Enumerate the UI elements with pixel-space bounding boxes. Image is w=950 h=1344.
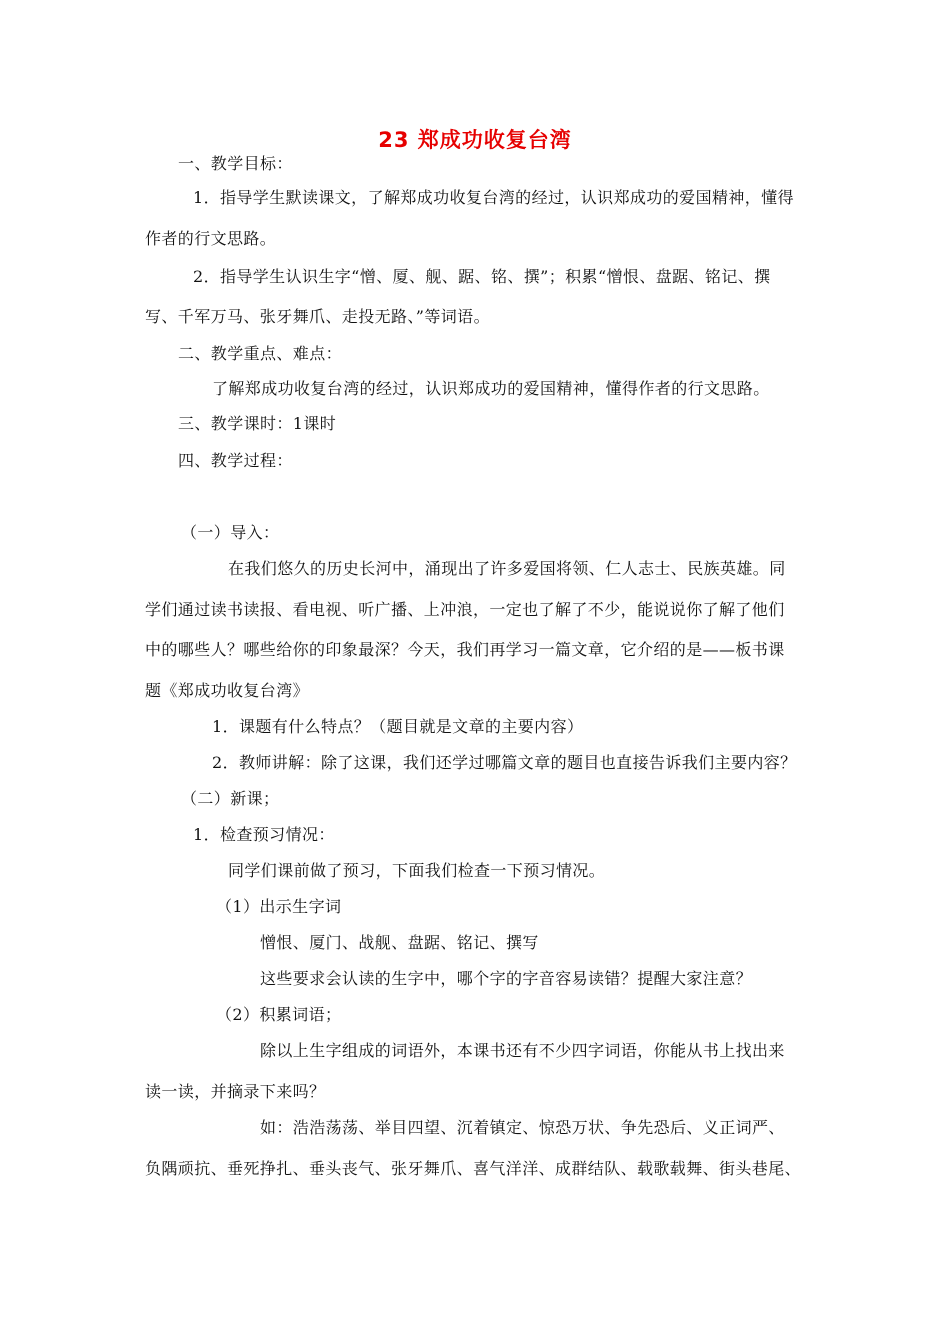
subsection-heading-intro: （一）导入： (181, 523, 280, 542)
paragraph-line: （1）出示生字词 (216, 897, 342, 916)
document-title: 23 郑成功收复台湾 (378, 128, 572, 152)
paragraph-line: （2）积累词语； (216, 1005, 342, 1024)
paragraph-line: 读一读，并摘录下来吗？ (145, 1082, 326, 1101)
paragraph-line: 中的哪些人？哪些给你的印象最深？今天，我们再学习一篇文章，它介绍的是——板书课 (145, 640, 785, 659)
paragraph-line: 1．指导学生默读课文，了解郑成功收复台湾的经过，认识郑成功的爱国精神，懂得 (193, 188, 794, 207)
paragraph-line: 学们通过读书读报、看电视、听广播、上冲浪，一定也了解了不少，能说说你了解了他们 (145, 600, 785, 619)
paragraph-line: 这些要求会认读的生字中，哪个字的字音容易读错？提醒大家注意？ (260, 969, 753, 988)
paragraph-line: 除以上生字组成的词语外，本课书还有不少四字词语，你能从书上找出来 (260, 1041, 785, 1060)
section-heading-hours: 三、教学课时：1课时 (178, 414, 337, 433)
paragraph-line: 同学们课前做了预习，下面我们检查一下预习情况。 (228, 861, 606, 880)
paragraph-line: 写、千军万马、张牙舞爪、走投无路、”等词语。 (145, 307, 490, 326)
paragraph-line: 负隅顽抗、垂死挣扎、垂头丧气、张牙舞爪、喜气洋洋、成群结队、载歌载舞、街头巷尾、 (145, 1159, 802, 1178)
paragraph-line: 憎恨、厦门、战舰、盘踞、铭记、撰写 (260, 933, 539, 952)
paragraph-line: 1．检查预习情况： (193, 825, 335, 844)
paragraph-line: 作者的行文思路。 (145, 229, 277, 248)
paragraph-line: 2．教师讲解：除了这课，我们还学过哪篇文章的题目也直接告诉我们主要内容？ (212, 753, 797, 772)
paragraph-line: 2．指导学生认识生字“憎、厦、舰、踞、铭、撰”；积累“憎恨、盘踞、铭记、撰 (193, 267, 771, 286)
paragraph-line: 如：浩浩荡荡、举目四望、沉着镇定、惊恐万状、争先恐后、义正词严、 (260, 1118, 785, 1137)
section-heading-objectives: 一、教学目标： (178, 154, 293, 173)
section-heading-process: 四、教学过程： (178, 451, 293, 470)
paragraph-line: 了解郑成功收复台湾的经过，认识郑成功的爱国精神，懂得作者的行文思路。 (212, 379, 770, 398)
paragraph-line: 1．课题有什么特点？（题目就是文章的主要内容） (212, 717, 584, 736)
paragraph-line: 题《郑成功收复台湾》 (145, 681, 310, 700)
paragraph-line: 在我们悠久的历史长河中，涌现出了许多爱国将领、仁人志士、民族英雄。同 (228, 559, 786, 578)
section-heading-key-points: 二、教学重点、难点： (178, 344, 343, 363)
subsection-heading-new-lesson: （二）新课； (181, 789, 280, 808)
